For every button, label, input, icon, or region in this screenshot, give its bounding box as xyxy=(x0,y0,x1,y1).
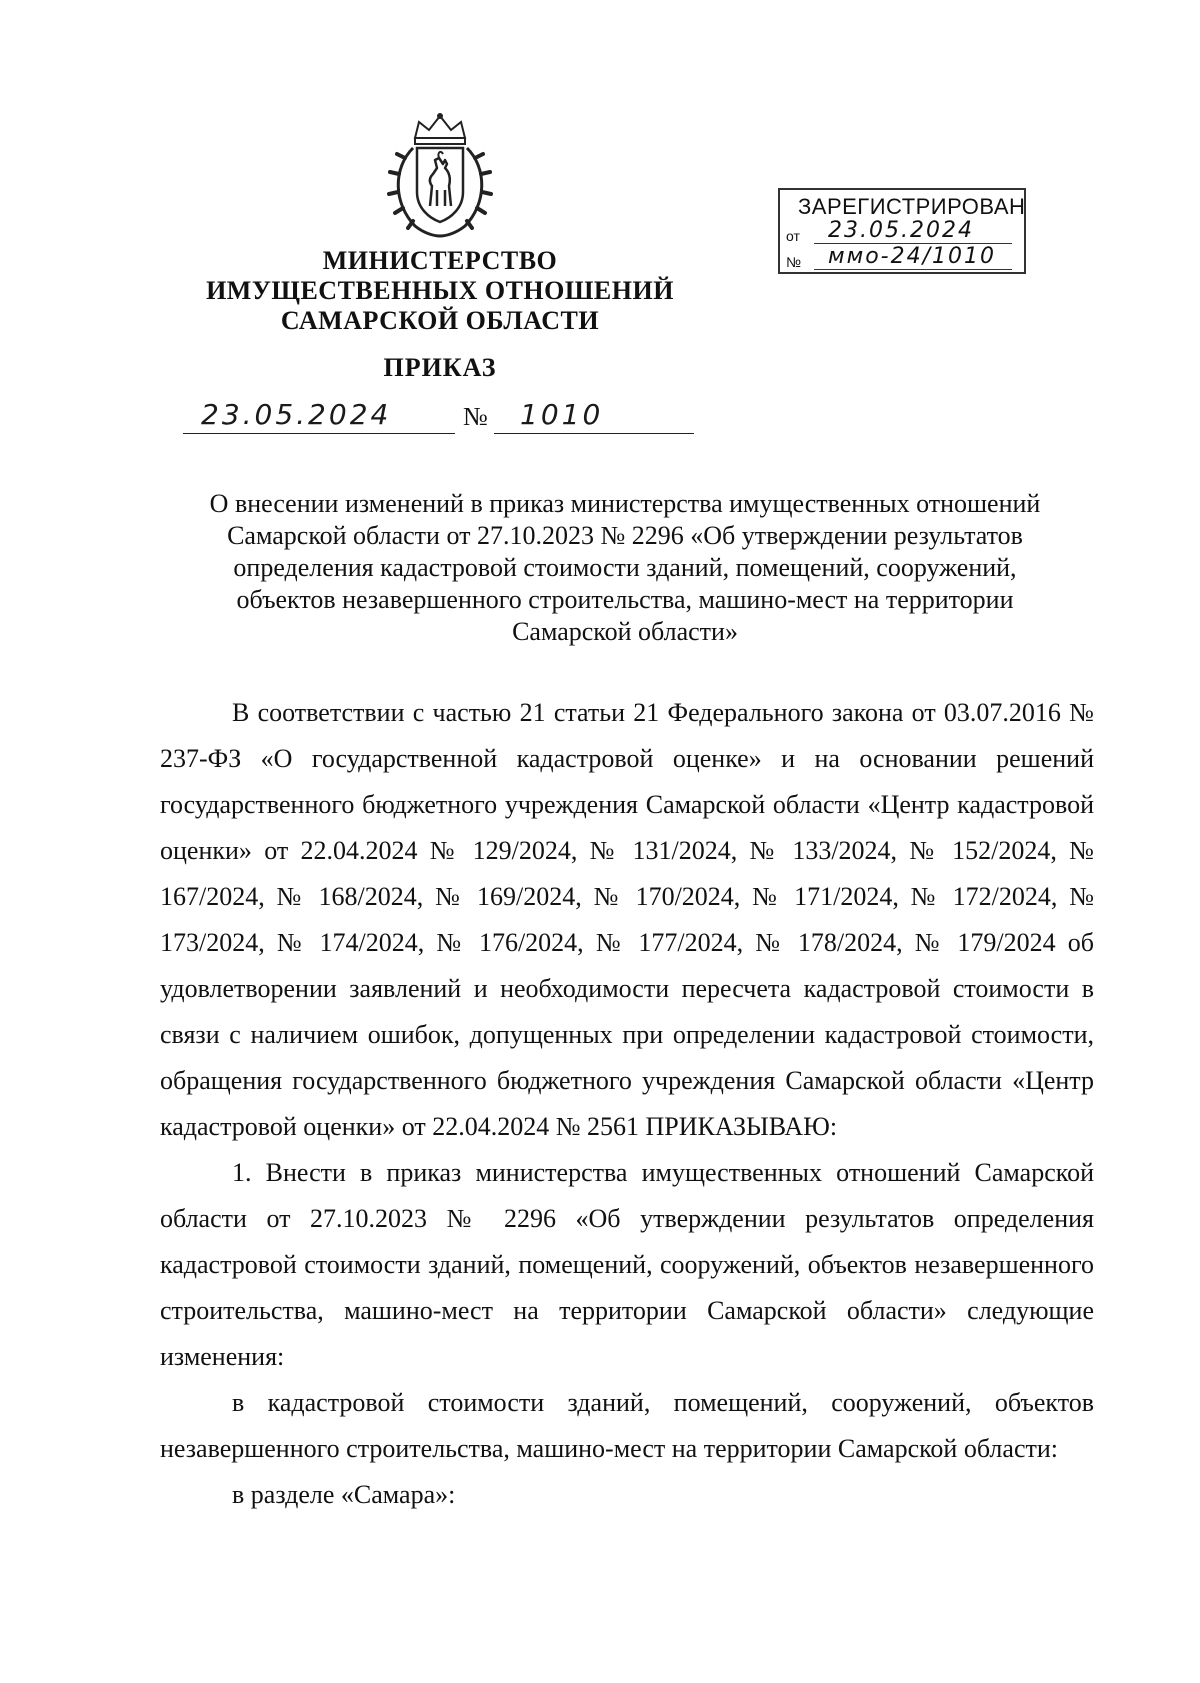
subject-line-4: объектов незавершенного строительства, машино-мест на территории xyxy=(236,585,1014,614)
stamp-number-row xyxy=(786,246,1018,272)
order-subject xyxy=(160,488,1090,648)
order-number-handwritten: 1010 xyxy=(520,398,604,431)
stamp-title: ЗАРЕГИСТРИРОВАН xyxy=(798,194,1026,219)
order-date-field xyxy=(183,393,455,434)
order-title: ПРИКАЗ xyxy=(383,353,497,382)
subject-line-5: Самарской области» xyxy=(512,617,738,646)
ministry-line-2: ИМУЩЕСТВЕННЫХ ОТНОШЕНИЙ xyxy=(206,276,674,305)
ministry-name xyxy=(170,246,710,336)
order-number-sign: № xyxy=(463,402,488,431)
stamp-date-label: от xyxy=(786,228,800,244)
body-paragraph-preamble: В соответствии с частью 21 статьи 21 Федерального закона от 03.07.2016 № 237-ФЗ «О государственной кадастровой оценке» и на основании решений государственного бюджетного учреждения Самарской области «Центр кадастровой оценки» от 22.04.2024 № 129/2024, № 131/2024, № 133/2024, № 152/2024, № 167/2024, № 168/2024, № 169/2024, № 170/2024, № 171/2024, № 172/2024, № 173/2024, № 174/2024, № 176/2024, № 177/2024, № 178/2024, № 179/2024 об удовлетворении заявлений и необходимости пересчета кадастровой стоимости в связи с наличием ошибок, допущенных при определении кадастровой стоимости, обращения государственного бюджетного учреждения Самарской области «Центр кадастровой оценки» от 22.04.2024 № 2561 ПРИКАЗЫВАЮ: xyxy=(160,698,1094,1141)
stamp-number-value: ммо-24/1010 xyxy=(814,245,1012,270)
coat-of-arms-emblem xyxy=(385,108,495,240)
ministry-line-1: МИНИСТЕРСТВО xyxy=(322,246,558,275)
order-body xyxy=(160,690,1094,1518)
body-paragraph-section: в разделе «Самара»: xyxy=(232,1480,456,1509)
order-date-handwritten: 23.05.2024 xyxy=(201,398,392,431)
order-number-field xyxy=(494,393,694,434)
stamp-date-row xyxy=(786,220,1018,246)
body-paragraph-item-1: 1. Внести в приказ министерства имущественных отношений Самарской области от 27.10.2023 № 2296 «Об утверждении результатов определения кадастровой стоимости зданий, помещений, сооружений, объектов незавершенного строительства, машино-мест на территории Самарской области» следующие изменения: xyxy=(160,1158,1094,1371)
subject-line-2: Самарской области от 27.10.2023 № 2296 «Об утверждении результатов xyxy=(227,521,1023,550)
subject-line-1: О внесении изменений в приказ министерства имущественных отношений xyxy=(209,489,1041,518)
subject-line-3: определения кадастровой стоимости зданий, помещений, сооружений, xyxy=(233,553,1017,582)
stamp-date-value: 23.05.2024 xyxy=(814,219,1012,244)
ministry-line-3: САМАРСКОЙ ОБЛАСТИ xyxy=(280,306,600,335)
registration-stamp xyxy=(778,188,1026,274)
body-paragraph-changes: в кадастровой стоимости зданий, помещений, сооружений, объектов незавершенного строительства, машино-мест на территории Самарской области: xyxy=(160,1388,1094,1463)
stamp-number-label: № xyxy=(786,254,802,270)
